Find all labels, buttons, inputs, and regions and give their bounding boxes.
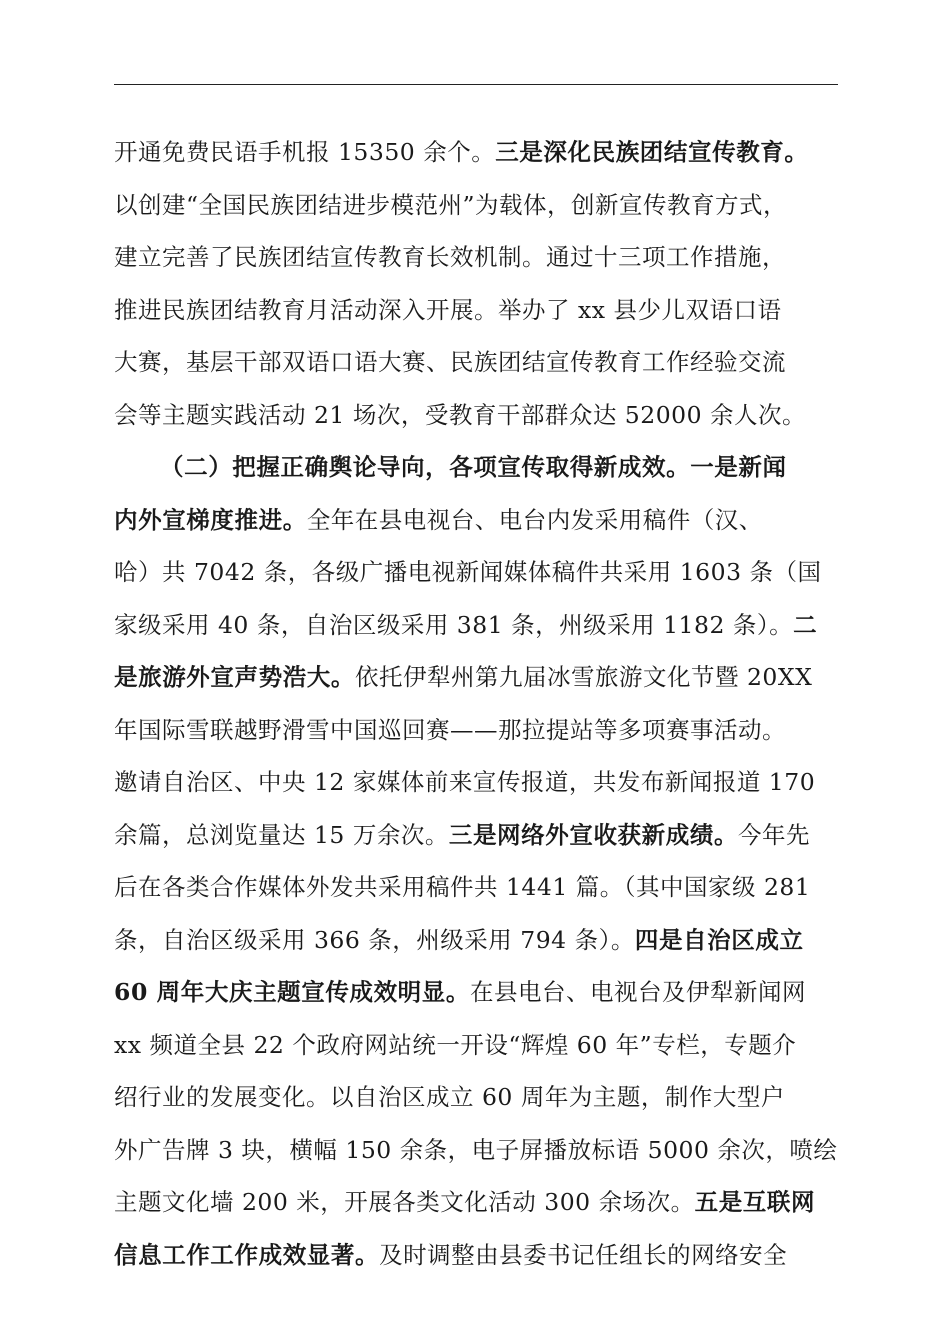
- text-line: [114, 231, 838, 284]
- text-run: 及时调整由县委书记任组长的网络安全: [379, 1240, 788, 1269]
- bold-text-run: 四是自治区成立: [634, 925, 804, 954]
- bold-text-run: 内外宣梯度推进。: [114, 505, 307, 534]
- text-line: [114, 126, 838, 179]
- bold-text-run: 三是网络外宣收获新成绩。: [448, 820, 739, 849]
- body-text: [114, 126, 838, 1281]
- text-run: 后在各类合作媒体外发共采用稿件共 1441 篇。（其中国家级 281: [114, 873, 811, 901]
- text-line: [114, 179, 838, 232]
- text-run: 邀请自治区、中央 12 家媒体前来宣传报道，共发布新闻报道 170: [114, 768, 816, 796]
- text-line: [114, 389, 838, 442]
- text-line: [114, 809, 838, 862]
- bold-text-run: 二: [793, 610, 818, 639]
- text-run: 外广告牌 3 块，横幅 150 余条，电子屏播放标语 5000 余次，喷绘: [114, 1135, 838, 1164]
- text-line: [114, 284, 838, 337]
- text-line: [114, 651, 838, 704]
- text-line: [114, 1176, 838, 1229]
- text-line: [114, 599, 838, 652]
- text-run: 年国际雪联越野滑雪中国巡回赛——那拉提站等多项赛事活动。: [114, 715, 786, 744]
- text-run: 以创建“全国民族团结进步模范州”为载体，创新宣传教育方式，: [114, 190, 788, 219]
- text-run: 全年在县电视台、电台内发采用稿件（汉、: [306, 505, 763, 534]
- text-run: 哈）共 7042 条，各级广播电视新闻媒体稿件共采用 1603 条（国: [114, 558, 822, 586]
- text-run: 大赛，基层干部双语口语大赛、民族团结宣传教育工作经验交流: [114, 348, 786, 376]
- bold-text-run: 五是互联网: [694, 1188, 816, 1216]
- text-run: 条，自治区级采用 366 条，州级采用 794 条）。: [114, 925, 635, 954]
- text-run: 余篇，总浏览量达 15 万余次。: [114, 820, 449, 849]
- text-line: [114, 336, 838, 389]
- text-line: [114, 441, 838, 494]
- text-line: [114, 704, 838, 757]
- text-run: 主题文化墙 200 米，开展各类文化活动 300 余场次。: [114, 1188, 695, 1216]
- bold-text-run: 60 周年大庆主题宣传成效明显。: [114, 978, 470, 1006]
- text-run: 推进民族团结教育月活动深入开展。举办了 xx 县少儿双语口语: [114, 295, 782, 324]
- text-line: [114, 756, 838, 809]
- text-run: 在县电台、电视台及伊犁新闻网: [469, 978, 806, 1006]
- text-line: [114, 1071, 838, 1124]
- text-line: [114, 494, 838, 547]
- text-line: [114, 1124, 838, 1177]
- header-rule: [114, 84, 838, 85]
- bold-text-run: 是旅游外宣声势浩大。: [114, 663, 355, 691]
- text-run: 会等主题实践活动 21 场次，受教育干部群众达 52000 余人次。: [114, 400, 807, 429]
- text-run: 今年先: [738, 820, 811, 849]
- text-run: xx 频道全县 22 个政府网站统一开设“辉煌 60 年”专栏，专题介: [114, 1030, 797, 1059]
- bold-text-run: （二）把握正确舆论导向，各项宣传取得新成效。一是新闻: [160, 453, 787, 481]
- text-run: 开通免费民语手机报 15350 余个。: [114, 138, 496, 166]
- text-line: [114, 966, 838, 1019]
- text-line: [114, 546, 838, 599]
- text-line: [114, 1019, 838, 1072]
- text-line: [114, 861, 838, 914]
- text-run: 建立完善了民族团结宣传教育长效机制。通过十三项工作措施，: [114, 243, 786, 271]
- bold-text-run: 信息工作工作成效显著。: [114, 1240, 380, 1269]
- text-line: [114, 1229, 838, 1282]
- bold-text-run: 三是深化民族团结宣传教育。: [495, 138, 809, 166]
- text-line: [114, 914, 838, 967]
- text-run: 绍行业的发展变化。以自治区成立 60 周年为主题，制作大型户: [114, 1083, 785, 1111]
- text-run: 依托伊犁州第九届冰雪旅游文化节暨 20XX: [355, 663, 813, 691]
- text-run: 家级采用 40 条，自治区级采用 381 条，州级采用 1182 条）。: [114, 610, 794, 639]
